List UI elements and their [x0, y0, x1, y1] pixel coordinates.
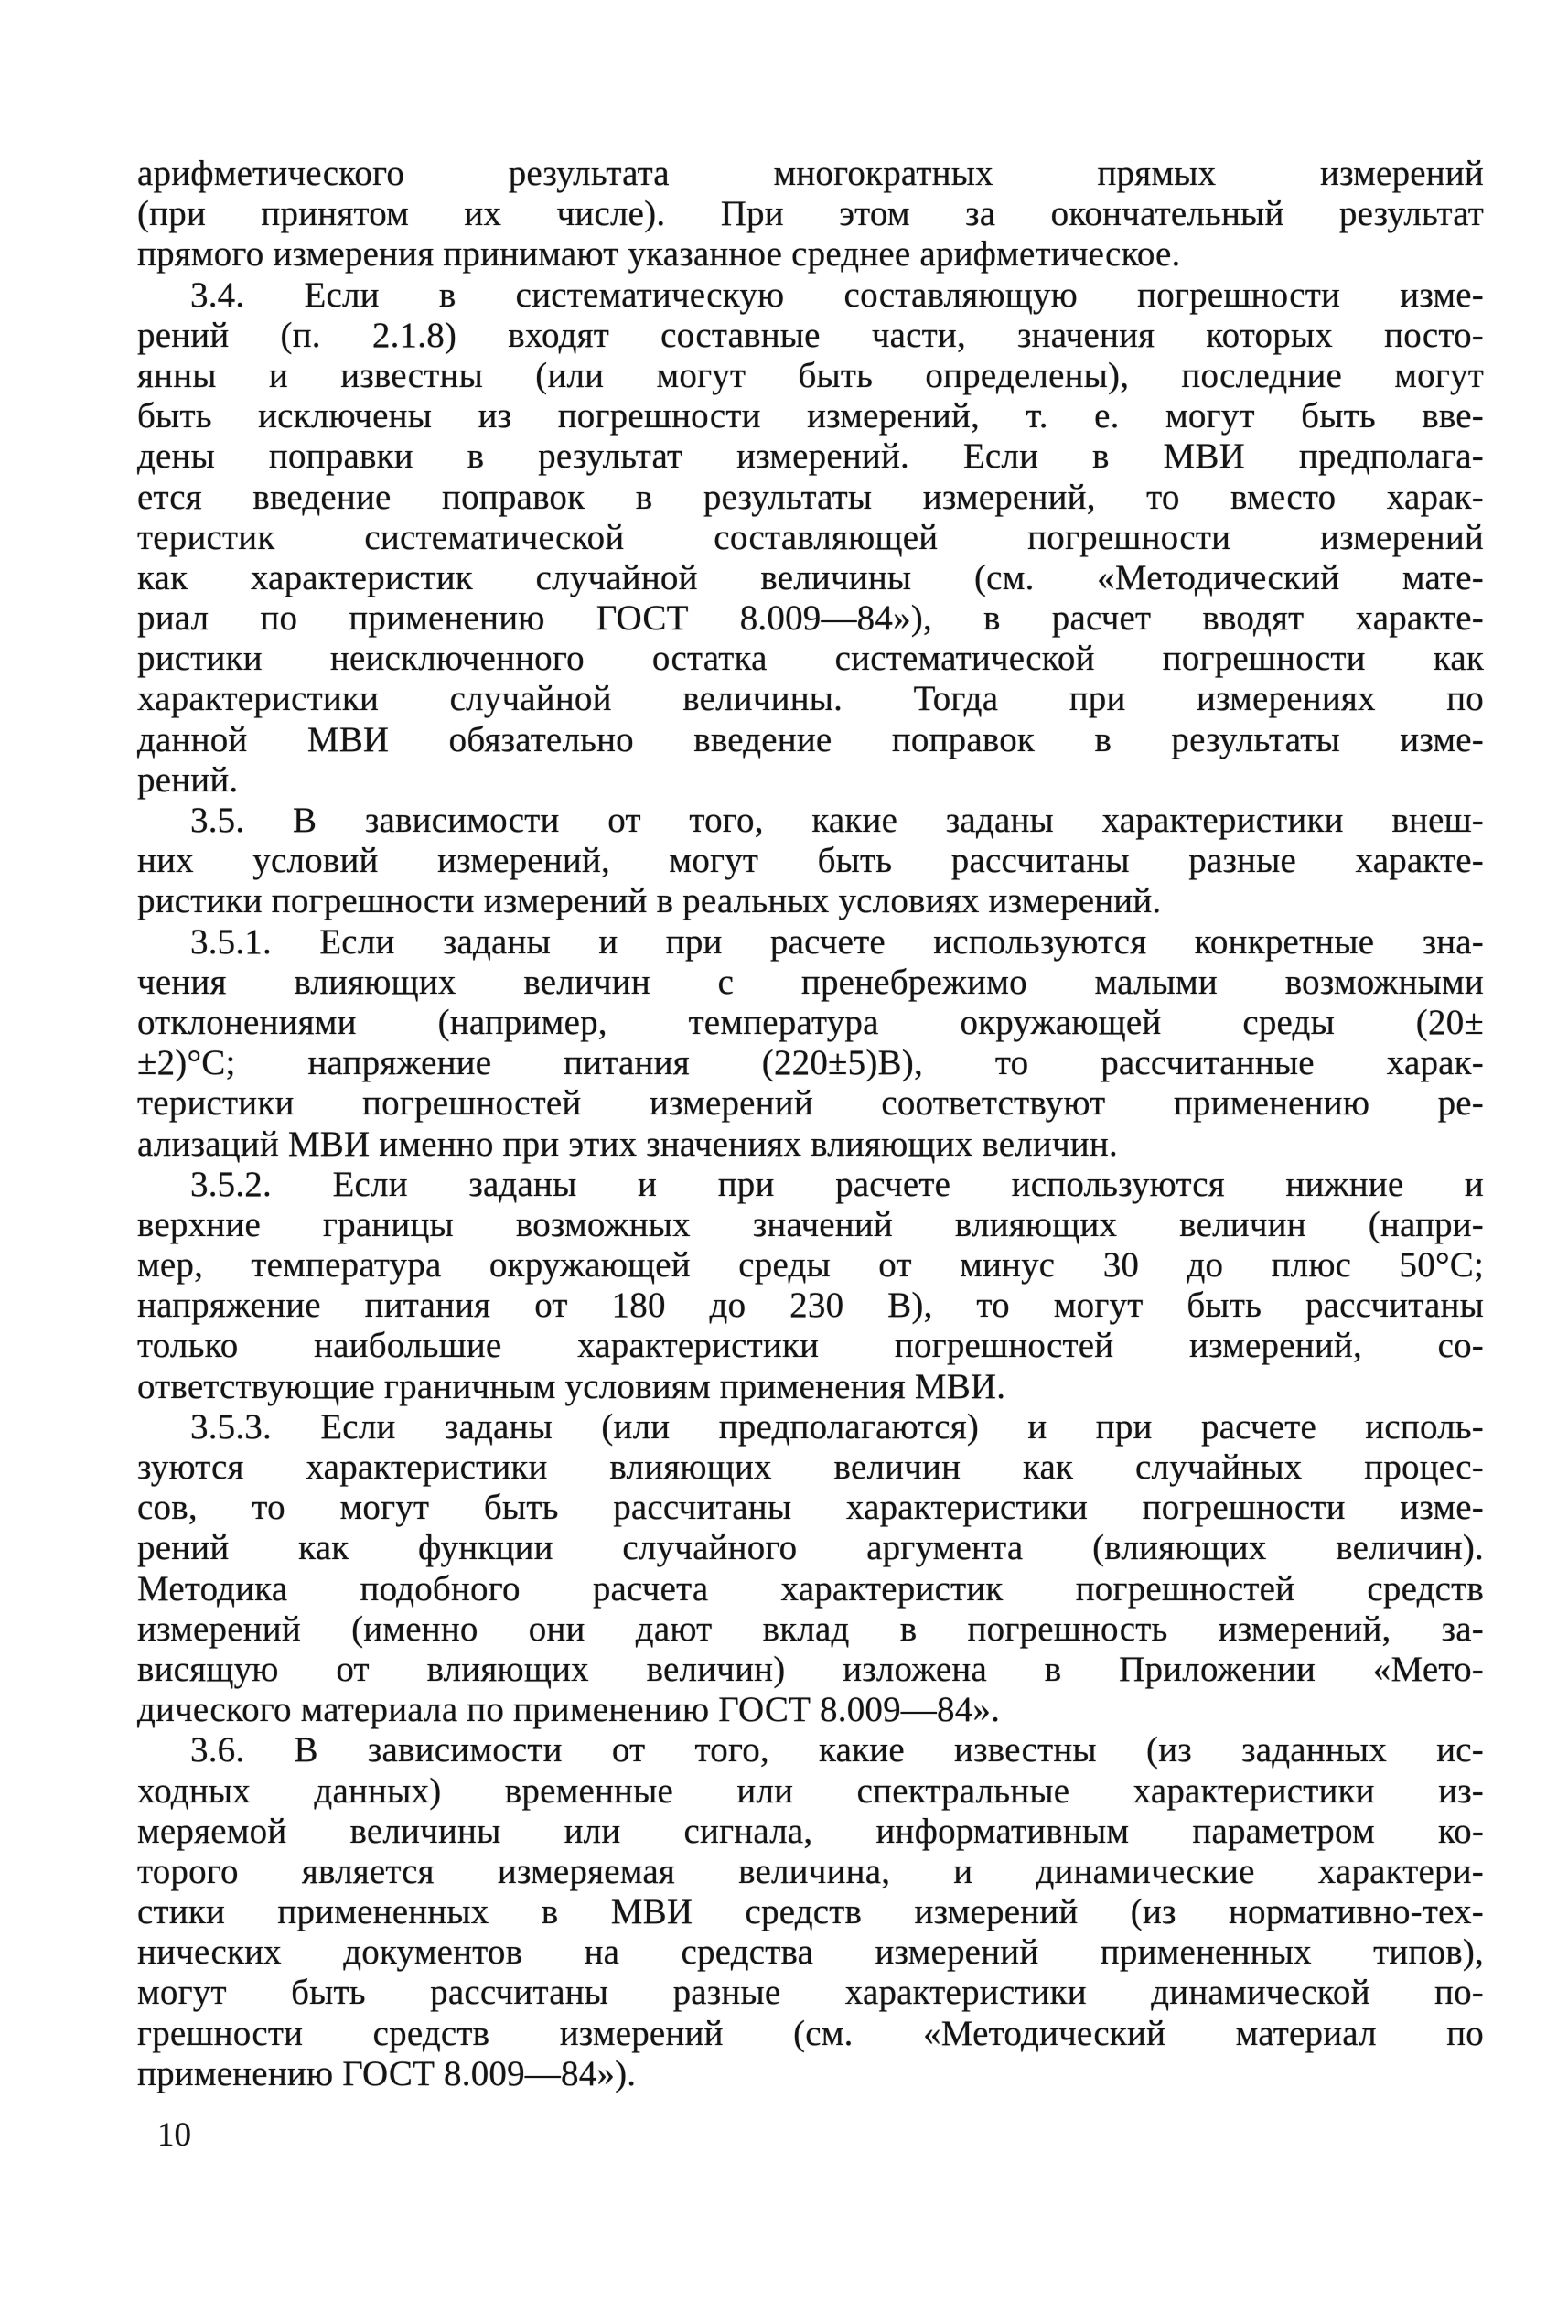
text-line: ходных данных) временные или спектральные характеристики из- — [137, 1770, 1484, 1811]
text-line: прямого измерения принимают указанное среднее арифметическое. — [137, 234, 1181, 274]
text-line: торого является измеряемая величина, и динамические характери- — [137, 1851, 1484, 1891]
text-line: дического материала по применению ГОСТ 8.009—84». — [137, 1690, 1001, 1730]
text-line: висящую от влияющих величин) изложена в Приложении «Мето- — [137, 1649, 1484, 1689]
text-line: только наибольшие характеристики погрешностей измерений, со- — [137, 1326, 1484, 1366]
text-line: (при принятом их числе). При этом за окончательный результат — [137, 194, 1484, 234]
text-line: стики примененных в МВИ средств измерений (из нормативно-тех- — [137, 1892, 1484, 1932]
text-line: рений. — [137, 759, 239, 800]
text-line: арифметического результата многократных прямых измерений — [137, 154, 1484, 193]
text-line: данной МВИ обязательно введение поправок в результаты изме- — [137, 719, 1484, 759]
text-line: отклонениями (например, температура окружающей среды (20± — [137, 1002, 1484, 1042]
text-line: быть исключены из погрешности измерений, т. е. могут быть вве- — [137, 396, 1484, 436]
text-line: 3.5.1. Если заданы и при расчете используются конкретные зна- — [190, 921, 1484, 962]
text-line: мер, температура окружающей среды от минус 30 до плюс 50°С; — [137, 1245, 1484, 1286]
text-line: меряемой величины или сигнала, информативным параметром ко- — [137, 1811, 1484, 1851]
text-line: теристики погрешностей измерений соответствуют применению ре- — [137, 1083, 1484, 1124]
text-line: дены поправки в результат измерений. Если в МВИ предполага- — [137, 436, 1484, 477]
text-line: сов, то могут быть рассчитаны характеристики погрешности изме- — [137, 1488, 1484, 1528]
text-line: ется введение поправок в результаты измерений, то вместо харак- — [137, 477, 1484, 517]
text-line: теристик систематической составляющей погрешности измерений — [137, 517, 1484, 557]
text-line: применению ГОСТ 8.009—84»). — [137, 2053, 637, 2093]
text-line: ±2)°С; напряжение питания (220±5)В), то рассчитанные харак- — [137, 1043, 1484, 1083]
text-line: могут быть рассчитаны разные характеристики динамической по- — [137, 1973, 1484, 2013]
text-line: чения влияющих величин с пренебрежимо малыми возможными — [137, 962, 1484, 1002]
page-number: 10 — [157, 2116, 191, 2154]
text-line: янны и известны (или могут быть определены), последние могут — [137, 355, 1484, 395]
text-line: ристики неисключенного остатка систематической погрешности как — [137, 639, 1484, 679]
text-line: характеристики случайной величины. Тогда при измерениях по — [137, 679, 1484, 719]
body-text — [137, 154, 1484, 2094]
text-line: них условий измерений, могут быть рассчитаны разные характе- — [137, 841, 1484, 881]
text-line: ответствующие граничным условиям применения МВИ. — [137, 1366, 1006, 1406]
text-line: 3.4. Если в систематическую составляющую погрешности изме- — [190, 274, 1484, 315]
text-line: рений (п. 2.1.8) входят составные части, значения которых посто- — [137, 315, 1484, 355]
text-line: 3.6. В зависимости от того, какие известны (из заданных ис- — [190, 1730, 1484, 1770]
text-line: грешности средств измерений (см. «Методический материал по — [137, 2013, 1484, 2053]
text-line: 3.5. В зависимости от того, какие заданы характеристики внеш- — [190, 801, 1484, 840]
text-line: 3.5.2. Если заданы и при расчете используются нижние и — [190, 1164, 1484, 1204]
text-line: измерений (именно они дают вклад в погрешность измерений, за- — [137, 1609, 1484, 1649]
text-line: как характеристик случайной величины (см. «Методический мате- — [137, 557, 1484, 597]
text-line: 3.5.3. Если заданы (или предполагаются) и при расчете исполь- — [190, 1406, 1484, 1447]
text-line: рений как функции случайного аргумента (влияющих величин). — [137, 1528, 1484, 1568]
text-line: риал по применению ГОСТ 8.009—84»), в расчет вводят характе- — [137, 598, 1484, 639]
text-line: верхние границы возможных значений влияющих величин (напри- — [137, 1204, 1484, 1244]
text-line: напряжение питания от 180 до 230 В), то могут быть рассчитаны — [137, 1286, 1484, 1326]
text-line: зуются характеристики влияющих величин как случайных процес- — [137, 1447, 1484, 1487]
text-line: Методика подобного расчета характеристик погрешностей средств — [137, 1568, 1484, 1609]
text-line: нических документов на средства измерений примененных типов), — [137, 1932, 1484, 1973]
text-line: ристики погрешности измерений в реальных условиях измерений. — [137, 881, 1162, 921]
text-line: ализаций МВИ именно при этих значениях влияющих величин. — [137, 1124, 1118, 1164]
